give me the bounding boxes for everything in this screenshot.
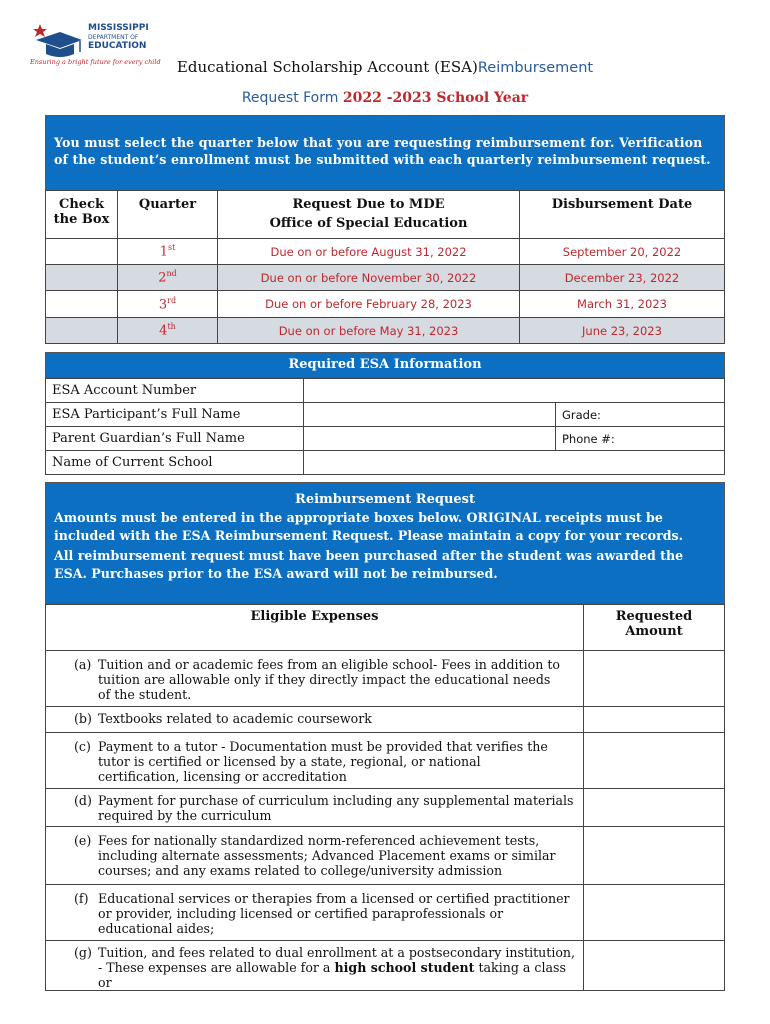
esa-account-number-label: ESA Account Number xyxy=(46,379,304,403)
esa-account-number-field[interactable] xyxy=(304,379,725,403)
expense-c xyxy=(46,733,584,789)
quarter-1-checkbox[interactable] xyxy=(46,239,118,265)
expense-g-text-b: taking a class or xyxy=(98,960,566,990)
expense-e-text: Fees for nationally standardized norm-referenced achievement tests, including alternate assessments; Advanced Placement exams or similar courses; and any exams related to college/university admission xyxy=(98,833,556,878)
quarter-2-due: Due on or before November 30, 2022 xyxy=(218,265,520,291)
expense-d-label: (d) xyxy=(74,793,92,808)
quarter-2-checkbox[interactable] xyxy=(46,265,118,291)
form-title-request: Request Form xyxy=(241,90,339,106)
expense-b-text: Textbooks related to academic coursework xyxy=(98,711,372,726)
quarter-1-num: 1 xyxy=(159,244,168,260)
quarter-notice-text: You must select the quarter below that you are requesting reimbursement for. Verification of the student’s enrollment must be submitted with each quarterly reimbursement request. xyxy=(54,135,711,167)
quarter-3-label xyxy=(118,291,218,318)
expense-b-amount[interactable] xyxy=(584,707,725,733)
reimbursement-heading: Reimbursement Request xyxy=(295,492,475,507)
participant-name-field[interactable] xyxy=(304,403,556,427)
quarter-notice xyxy=(45,115,725,191)
quarter-1-due: Due on or before August 31, 2022 xyxy=(218,239,520,265)
col-request-due xyxy=(218,191,520,239)
logo-line1: MISSISSIPPI xyxy=(88,23,149,33)
grade-field[interactable]: Grade: xyxy=(556,403,725,427)
logo-line3: EDUCATION xyxy=(88,41,147,51)
guardian-name-label: Parent Guardian’s Full Name xyxy=(46,427,304,451)
col-check-the-box: Check the Box xyxy=(46,191,118,239)
expenses-table xyxy=(45,604,725,991)
col-request-due-line1: Request Due to MDE xyxy=(292,197,445,212)
expense-e-label: (e) xyxy=(74,833,92,848)
logo-line2: DEPARTMENT OF xyxy=(88,34,139,41)
expense-g-label: (g) xyxy=(74,945,92,960)
expense-f-amount[interactable] xyxy=(584,885,725,941)
expense-d xyxy=(46,789,584,827)
quarter-4-date: June 23, 2023 xyxy=(520,318,725,344)
quarter-1-suffix: st xyxy=(167,243,176,253)
quarter-3-num: 3 xyxy=(158,297,168,313)
expense-g xyxy=(46,941,584,991)
expense-d-amount[interactable] xyxy=(584,789,725,827)
expense-g-text-a: Tuition, and fees related to dual enrollment at a postsecondary institution, - These expenses are allowable for a xyxy=(98,945,576,975)
quarter-3-suffix: rd xyxy=(167,295,177,305)
quarter-row-4 xyxy=(46,318,725,344)
col-disbursement-date: Disbursement Date xyxy=(520,191,725,239)
esa-info-heading-text: Required ESA Information xyxy=(288,357,482,372)
school-name-field[interactable] xyxy=(304,451,725,475)
expense-b-label: (b) xyxy=(74,711,92,726)
guardian-name-field[interactable] xyxy=(304,427,556,451)
quarter-1-label xyxy=(118,239,218,265)
quarter-4-suffix: th xyxy=(167,322,176,332)
school-year: 2022 -2023 School Year xyxy=(342,90,529,106)
expense-c-text: Payment to a tutor - Documentation must be provided that verifies the tutor is certified or licensed by a state, regional, or national certification, licensing or accreditation xyxy=(98,739,548,784)
quarter-3-due: Due on or before February 28, 2023 xyxy=(218,291,520,318)
reimbursement-box xyxy=(45,482,725,604)
expense-g-text xyxy=(98,945,577,990)
expense-g-amount[interactable] xyxy=(584,941,725,991)
quarter-2-num: 2 xyxy=(158,270,167,286)
expense-d-text: Payment for purchase of curriculum including any supplemental materials required by the curriculum xyxy=(98,793,574,823)
phone-field[interactable]: Phone #: xyxy=(556,427,725,451)
expense-c-amount[interactable] xyxy=(584,733,725,789)
quarter-4-label xyxy=(118,318,218,344)
expense-a-text: Tuition and or academic fees from an eligible school- Fees in addition to tuition are allowable only if they directly impact the educational needs of the student. xyxy=(98,657,560,702)
form-title-main: Educational Scholarship Account (ESA) xyxy=(176,58,478,76)
expense-f xyxy=(46,885,584,941)
expense-e xyxy=(46,827,584,885)
reimbursement-para2: All reimbursement request must have been purchased after the student was awarded the ESA. Purchases prior to the ESA award will not be reimbursed. xyxy=(54,548,684,581)
expense-f-text: Educational services or therapies from a licensed or certified practitioner or provider, including licensed or certified paraprofessionals or educational aides; xyxy=(98,891,570,936)
quarter-row-2 xyxy=(46,265,725,291)
col-request-due-line2: Office of Special Education xyxy=(269,216,468,231)
quarter-1-date: September 20, 2022 xyxy=(520,239,725,265)
quarter-4-checkbox[interactable] xyxy=(46,318,118,344)
reimbursement-para1: Amounts must be entered in the appropriate boxes below. ORIGINAL receipts must be included with the ESA Reimbursement Request. Please maintain a copy for your records. xyxy=(54,510,683,543)
school-name-label: Name of Current School xyxy=(46,451,304,475)
quarter-2-date: December 23, 2022 xyxy=(520,265,725,291)
quarter-3-date: March 31, 2023 xyxy=(520,291,725,318)
participant-name-label: ESA Participant’s Full Name xyxy=(46,403,304,427)
esa-info-heading xyxy=(45,352,725,378)
logo-tagline: Ensuring a bright future for every child xyxy=(30,58,161,66)
form-title-line1 xyxy=(0,58,770,76)
expense-a-label: (a) xyxy=(74,657,92,672)
col-eligible-expenses: Eligible Expenses xyxy=(46,605,584,651)
quarter-row-1 xyxy=(46,239,725,265)
form-title-reimbursement: Reimbursement xyxy=(477,60,594,76)
esa-info-table xyxy=(45,378,725,475)
quarter-2-suffix: nd xyxy=(166,269,177,279)
quarter-4-due: Due on or before May 31, 2023 xyxy=(218,318,520,344)
expense-a xyxy=(46,651,584,707)
expense-g-text-bold: high school student xyxy=(334,960,475,975)
quarter-2-label xyxy=(118,265,218,291)
expense-c-label: (c) xyxy=(74,739,91,754)
col-requested-amount: Requested Amount xyxy=(584,605,725,651)
quarter-3-checkbox[interactable] xyxy=(46,291,118,318)
expense-f-label: (f) xyxy=(74,891,89,906)
expense-e-amount[interactable] xyxy=(584,827,725,885)
quarter-row-3 xyxy=(46,291,725,318)
expense-a-amount[interactable] xyxy=(584,651,725,707)
form-title-line2 xyxy=(0,90,770,106)
quarter-4-num: 4 xyxy=(159,323,168,339)
expense-b xyxy=(46,707,584,733)
quarter-table xyxy=(45,190,725,344)
col-quarter: Quarter xyxy=(118,191,218,239)
